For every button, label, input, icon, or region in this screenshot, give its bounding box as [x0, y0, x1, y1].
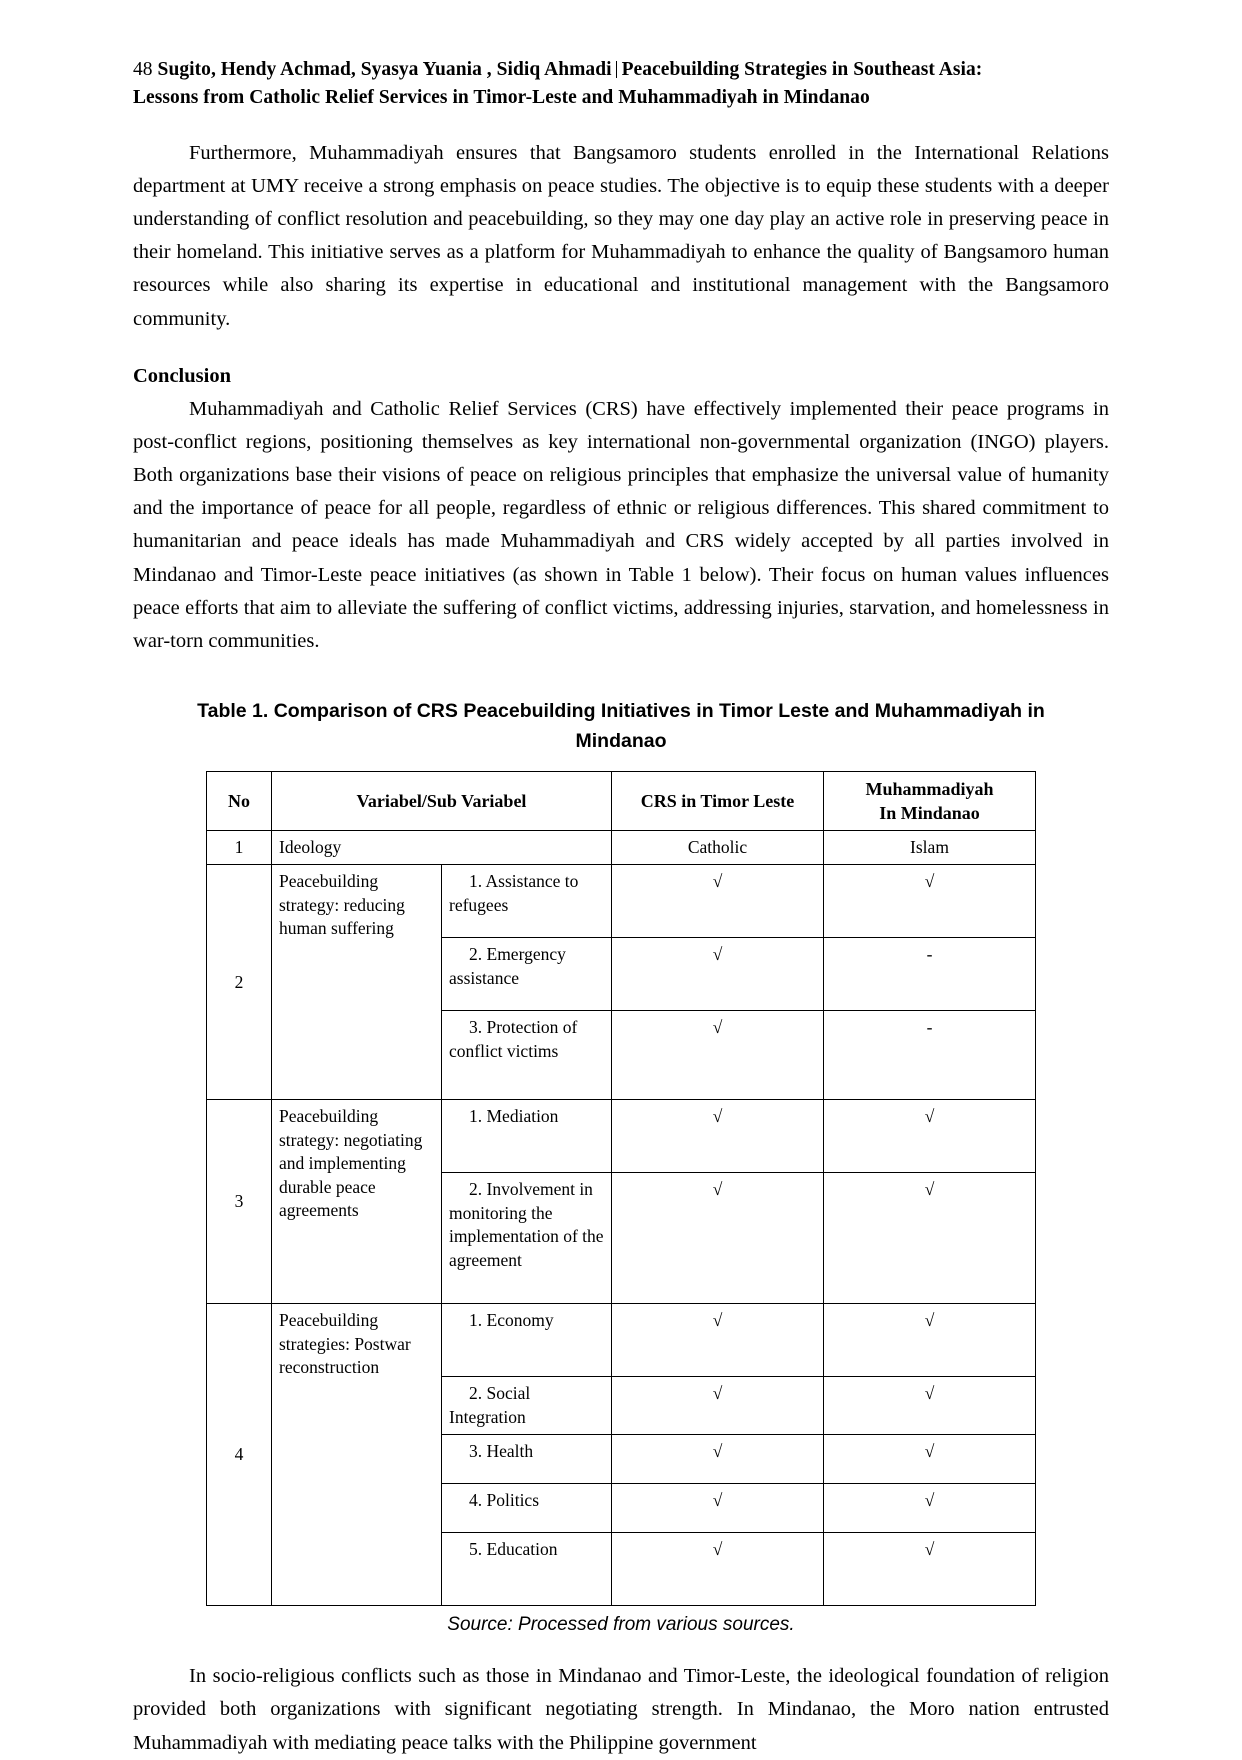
subvariable-text: 3. Protection of conflict victims [449, 1017, 578, 1061]
subvariable-text: 1. Economy [469, 1310, 554, 1331]
table-source-note: Source: Processed from various sources. [447, 1614, 795, 1636]
cell-crs-value: √ [612, 1435, 824, 1484]
cell-crs-value: √ [612, 865, 824, 938]
subvariable-text: 1. Mediation [469, 1106, 559, 1127]
running-header-authors: Sugito, Hendy Achmad, Syasya Yuania , Sidiq Ahmadi [157, 59, 612, 80]
cell-crs-value: √ [612, 1377, 824, 1435]
cell-subvariable [442, 865, 612, 938]
spacer [133, 682, 1109, 696]
cell-no: 2 [207, 865, 272, 1100]
running-header-line1 [133, 56, 1109, 84]
running-header-title-line1: Peacebuilding Strategies in Southeast Asia: [621, 59, 983, 80]
subvariable-text: 4. Politics [469, 1490, 540, 1511]
cell-variable: Peacebuilding strategy: negotiating and implementing durable peace agreements [272, 1100, 442, 1304]
cell-muhammadiyah-value: √ [824, 865, 1036, 938]
spacer [133, 658, 1109, 682]
cell-muhammadiyah-value: - [824, 938, 1036, 1011]
subvariable-text: 2. Involvement in monitoring the implementation of the agreement [449, 1179, 604, 1270]
table-row [207, 1100, 1036, 1173]
cell-crs-value: √ [612, 1173, 824, 1304]
subvariable-text: 5. Education [469, 1539, 558, 1560]
subvariable-text: 2. Social Integration [449, 1383, 531, 1427]
cell-muhammadiyah-value: √ [824, 1304, 1036, 1377]
cell-muhammadiyah-value: Islam [824, 830, 1036, 864]
cell-no: 1 [207, 830, 272, 864]
table-header-row [207, 771, 1036, 830]
cell-muhammadiyah-value: √ [824, 1377, 1036, 1435]
column-header-variable: Variabel/Sub Variabel [272, 771, 612, 830]
column-header-muhammadiyah-line2: In Mindanao [879, 802, 980, 823]
subvariable-text: 1. Assistance to refugees [449, 871, 579, 915]
spacer [133, 757, 1109, 771]
cell-muhammadiyah-value: √ [824, 1533, 1036, 1606]
document-page [133, 0, 1109, 1754]
cell-subvariable [442, 1377, 612, 1435]
table-row [207, 830, 1036, 864]
cell-muhammadiyah-value: √ [824, 1100, 1036, 1173]
cell-variable: Peacebuilding strategy: reducing human suffering [272, 865, 442, 1100]
column-header-muhammadiyah-line1: Muhammadiyah [865, 778, 994, 799]
cell-subvariable [442, 938, 612, 1011]
spacer [133, 336, 1109, 360]
table-caption: Table 1. Comparison of CRS Peacebuilding Initiatives in Timor Leste and Muhammadiyah in Mindanao [197, 700, 1045, 753]
cell-crs-value: √ [612, 1304, 824, 1377]
cell-subvariable [442, 1533, 612, 1606]
cell-subvariable [442, 1484, 612, 1533]
running-header [133, 0, 1109, 113]
cell-crs-value: √ [612, 1484, 824, 1533]
column-header-crs: CRS in Timor Leste [612, 771, 824, 830]
paragraph-after-table: In socio-religious conflicts such as those in Mindanao and Timor-Leste, the ideological foundation of religion provided both organizations with significant negotiating strength. In Mindanao, the Moro nation entrusted Muhammadiyah with mediating peace talks with the Philippine government [133, 1665, 1109, 1754]
heading-conclusion: Conclusion [133, 364, 231, 387]
column-header-no: No [207, 771, 272, 830]
page-number: 48 [133, 59, 153, 80]
cell-subvariable [442, 1435, 612, 1484]
cell-no: 3 [207, 1100, 272, 1304]
cell-variable: Ideology [272, 830, 612, 864]
paragraph-intro: Furthermore, Muhammadiyah ensures that Bangsamoro students enrolled in the International Relations department at UMY receive a strong emphasis on peace studies. The objective is to equip these students with a deeper understanding of conflict resolution and peacebuilding, so they may one day play an active role in preserving peace in their homeland. This initiative serves as a platform for Muhammadiyah to enhance the quality of Bangsamoro human resources while also sharing its expertise in educational and institutional management with the Bangsamoro community. [133, 141, 1109, 330]
cell-muhammadiyah-value: - [824, 1011, 1036, 1100]
cell-crs-value: √ [612, 1533, 824, 1606]
running-header-line2: Lessons from Catholic Relief Services in Timor-Leste and Muhammadiyah in Mindanao [133, 87, 870, 109]
comparison-table [206, 771, 1036, 1607]
cell-crs-value: Catholic [612, 830, 824, 864]
cell-subvariable [442, 1100, 612, 1173]
spacer [133, 1636, 1109, 1660]
cell-crs-value: √ [612, 1100, 824, 1173]
table-row [207, 865, 1036, 938]
cell-no: 4 [207, 1304, 272, 1606]
cell-crs-value: √ [612, 938, 824, 1011]
column-header-muhammadiyah [824, 771, 1036, 830]
cell-subvariable [442, 1304, 612, 1377]
cell-muhammadiyah-value: √ [824, 1435, 1036, 1484]
header-divider-rule [616, 61, 617, 78]
subvariable-text: 2. Emergency assistance [449, 944, 566, 988]
spacer [133, 113, 1109, 137]
cell-muhammadiyah-value: √ [824, 1484, 1036, 1533]
table-row [207, 1304, 1036, 1377]
cell-subvariable [442, 1173, 612, 1304]
cell-subvariable [442, 1011, 612, 1100]
cell-variable: Peacebuilding strategies: Postwar reconstruction [272, 1304, 442, 1606]
cell-crs-value: √ [612, 1011, 824, 1100]
subvariable-text: 3. Health [469, 1441, 534, 1462]
paragraph-conclusion: Muhammadiyah and Catholic Relief Services (CRS) have effectively implemented their peace programs in post-conflict regions, positioning themselves as key international non-governmental organization (INGO) players. Both organizations base their visions of peace on religious principles that emphasize the universal value of humanity and the importance of peace for all people, regardless of ethnic or religious differences. This shared commitment to humanitarian and peace ideals has made Muhammadiyah and CRS widely accepted by all parties involved in Mindanao and Timor-Leste peace initiatives (as shown in Table 1 below). Their focus on human values influences peace efforts that aim to alleviate the suffering of conflict victims, addressing injuries, starvation, and homelessness in war-torn communities. [133, 397, 1109, 652]
cell-muhammadiyah-value: √ [824, 1173, 1036, 1304]
